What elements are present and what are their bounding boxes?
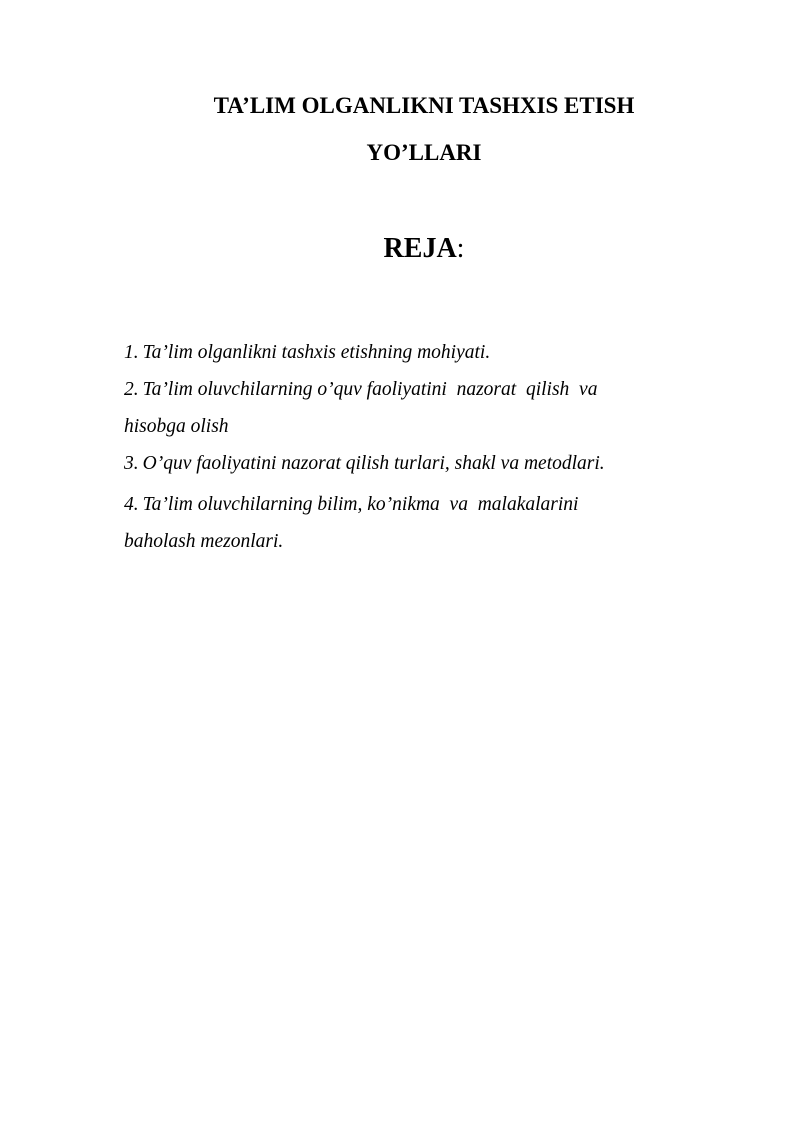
plan-heading-word: REJA [383,233,457,264]
plan-item-1 [124,334,684,371]
plan-item-text: Ta’lim oluvchilarning o’quv faoliyatini nazorat qilish va [142,379,598,400]
plan-item-text: Ta’lim olganlikni tashxis etishning mohiyati. [142,342,491,363]
page-title-line-1: TA’LIM OLGANLIKNI TASHXIS ETISH [213,93,635,118]
plan-item-number: 2. [124,379,139,400]
plan-item-text: Ta’lim oluvchilarning bilim, ko’nikma va malakalarini [142,494,579,515]
page-title-line-2: YO’LLARI [366,140,482,165]
plan-heading [0,235,800,263]
plan-item-number: 4. [124,494,139,515]
plan-item-2 [124,371,684,445]
plan-item-text-continued: baholash mezonlari. [124,531,284,552]
plan-item-4 [124,486,684,560]
plan-item-number: 1. [124,342,139,363]
plan-item-text: O’quv faoliyatini nazorat qilish turlari, shakl va metodlari. [142,453,605,474]
plan-item-number: 3. [124,453,139,474]
plan-item-text-continued: hisobga olish [124,416,229,437]
plan-heading-colon: : [456,233,465,264]
plan-item-3 [124,445,684,482]
plan-list [124,334,684,560]
